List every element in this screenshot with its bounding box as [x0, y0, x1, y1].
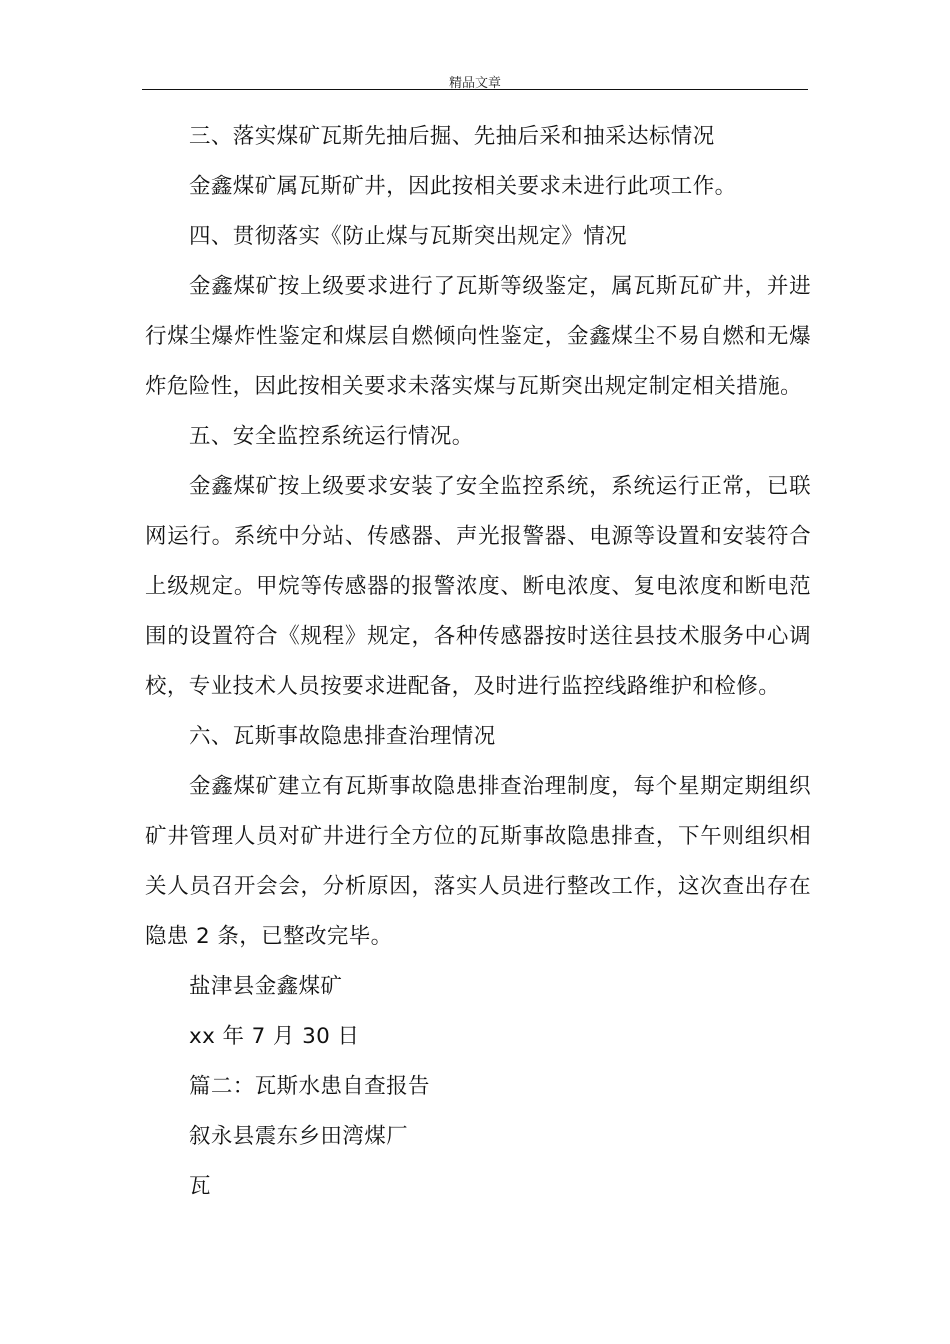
section-heading-5: 五、安全监控系统运行情况。 — [189, 424, 474, 449]
paragraph: 金鑫煤矿按上级要求安装了安全监控系统，系统运行正常，已联网运行。系统中分站、传感器、声光报警器、电源等设置和安装符合上级规定。甲烷等传感器的报警浓度、断电浓度、复电浓度和断电范围的设置符合《规程》规定，各种传感器按时送往县技术服务中心调校，专业技术人员按要求进配备，及时进行监控线路维护和检修。 — [145, 474, 811, 699]
paragraph: 金鑫煤矿建立有瓦斯事故隐患排查治理制度，每个星期定期组织矿井管理人员对矿井进行全方位的瓦斯事故隐患排查，下午则组织相关人员召开会会，分析原因，落实人员进行整改工作，这次查出存在隐患 2 条，已整改完毕。 — [145, 774, 811, 949]
page-header-title: 精品文章 — [448, 76, 501, 91]
paragraph: 金鑫煤矿属瓦斯矿井，因此按相关要求未进行此项工作。 — [189, 174, 737, 199]
part-two-title: 篇二：瓦斯水患自查报告 — [189, 1074, 430, 1099]
section-heading-3: 三、落实煤矿瓦斯先抽后掘、先抽后采和抽采达标情况 — [189, 124, 715, 149]
signature-date: xx 年 7 月 30 日 — [189, 1024, 360, 1049]
header-divider — [142, 89, 808, 90]
document-body — [145, 112, 811, 1212]
signature-org: 盐津县金鑫煤矿 — [189, 974, 343, 999]
paragraph: 金鑫煤矿按上级要求进行了瓦斯等级鉴定，属瓦斯瓦矿井，并进行煤尘爆炸性鉴定和煤层自燃倾向性鉴定，金鑫煤尘不易自燃和无爆炸危险性，因此按相关要求未落实煤与瓦斯突出规定制定相关措施。 — [145, 274, 811, 399]
section-heading-4: 四、贯彻落实《防止煤与瓦斯突出规定》情况 — [189, 224, 628, 249]
paragraph-fragment: 瓦 — [189, 1174, 211, 1199]
org-name: 叙永县震东乡田湾煤厂 — [189, 1124, 409, 1149]
section-heading-6: 六、瓦斯事故隐患排查治理情况 — [189, 724, 496, 749]
